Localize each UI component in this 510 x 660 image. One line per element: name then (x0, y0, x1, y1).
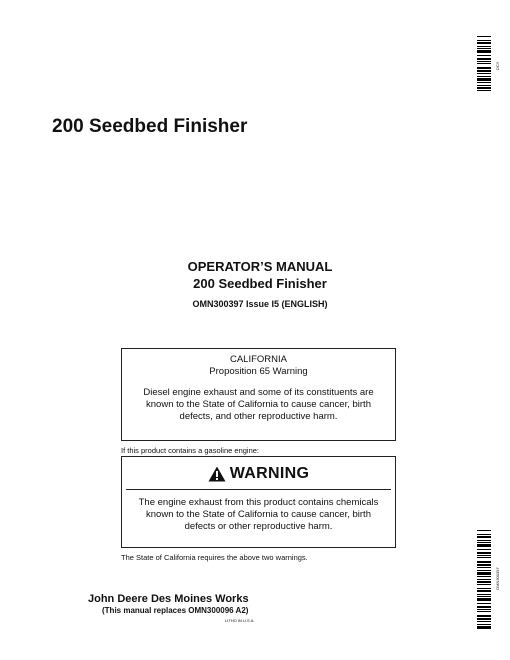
barcode-bar (477, 603, 491, 604)
barcode-top (477, 36, 491, 94)
barcode-bar (477, 73, 491, 74)
barcode-bar (477, 564, 491, 566)
warning-triangle-icon (208, 466, 226, 482)
barcode-bar (477, 42, 491, 44)
warning-body: The engine exhaust from this product contains chemicals known to the State of California to cause cancer, birth defects or other reproductive harm. (138, 497, 379, 532)
warning-heading-row (122, 463, 395, 485)
barcode-bar (477, 542, 491, 543)
barcode-bar (477, 611, 491, 612)
california-prop65-box (121, 348, 396, 441)
barcode-bar (477, 48, 491, 49)
barcode-bar (477, 552, 491, 554)
manual-heading: OPERATOR’S MANUAL (187, 259, 333, 274)
barcode-bar (477, 82, 491, 83)
barcode-bar (477, 570, 491, 571)
barcode-bar (477, 626, 491, 629)
barcode-bar (477, 584, 491, 585)
barcode-bar (477, 67, 491, 69)
barcode-bar (477, 555, 491, 556)
california-subheading: Proposition 65 Warning (209, 366, 308, 377)
barcode-bar (477, 63, 491, 64)
warning-divider (126, 489, 391, 490)
barcode-bar (477, 576, 491, 577)
barcode-bar (477, 590, 491, 592)
barcode-bar (477, 561, 491, 563)
manual-code: OMN300397 Issue I5 (ENGLISH) (192, 299, 328, 309)
barcode-bar (477, 87, 491, 89)
barcode-bar (477, 55, 491, 56)
works-name: John Deere Des Moines Works (88, 593, 249, 605)
barcode-bar (477, 530, 491, 531)
barcode-bar (477, 76, 491, 77)
barcode-bar (477, 594, 491, 595)
barcode-bar (477, 549, 491, 550)
manual-subtitle: 200 Seedbed Finisher (193, 276, 327, 291)
barcode-bar (477, 58, 491, 60)
barcode-bar (477, 40, 491, 41)
document-title: 200 Seedbed Finisher (52, 116, 248, 137)
california-body: Diesel engine exhaust and some of its constituents are known to the State of California to cause cancer, birth defects, and other reproductive harm. (143, 387, 374, 422)
barcode-bar (477, 572, 491, 575)
barcode-top-label: DCY (495, 61, 500, 70)
barcode-bar (477, 581, 491, 583)
barcode-bar (477, 85, 491, 86)
barcode-bar (477, 534, 491, 535)
california-heading: CALIFORNIA (229, 354, 287, 365)
barcode-bar (477, 624, 491, 625)
barcode-bottom-label: OMN300397 (495, 567, 500, 590)
barcode-bar (477, 615, 491, 617)
barcode-bar (477, 609, 491, 610)
barcode-bar (477, 606, 491, 608)
barcode-bar (477, 70, 491, 72)
manual-info (120, 258, 400, 309)
barcode-bar (477, 621, 491, 622)
warning-box (121, 456, 396, 548)
barcode-bar (477, 544, 491, 547)
barcode-bar (477, 567, 491, 568)
barcode-bar (477, 596, 491, 597)
barcode-bar (477, 540, 491, 541)
replaces-note: (This manual replaces OMN300096 A2) (102, 606, 249, 615)
barcode-bar (477, 90, 491, 91)
barcode-bar (477, 618, 491, 620)
barcode-bar (477, 536, 491, 538)
barcode-bar (477, 588, 491, 589)
barcode-bar (477, 557, 491, 558)
barcode-bar (477, 78, 491, 81)
barcode-bar (477, 50, 491, 53)
barcode-bar (477, 579, 491, 580)
barcode-bar (477, 46, 491, 47)
barcode-bar (477, 598, 491, 601)
barcode-bottom (477, 530, 491, 630)
litho-note: LITHO IN U.S.A. (225, 618, 255, 623)
barcode-bar (477, 61, 491, 62)
gasoline-note: If this product contains a gasoline engine: (121, 446, 260, 455)
state-note: The State of California requires the above two warnings. (121, 553, 308, 562)
warning-heading: WARNING (229, 465, 310, 482)
barcode-bar (477, 36, 491, 37)
